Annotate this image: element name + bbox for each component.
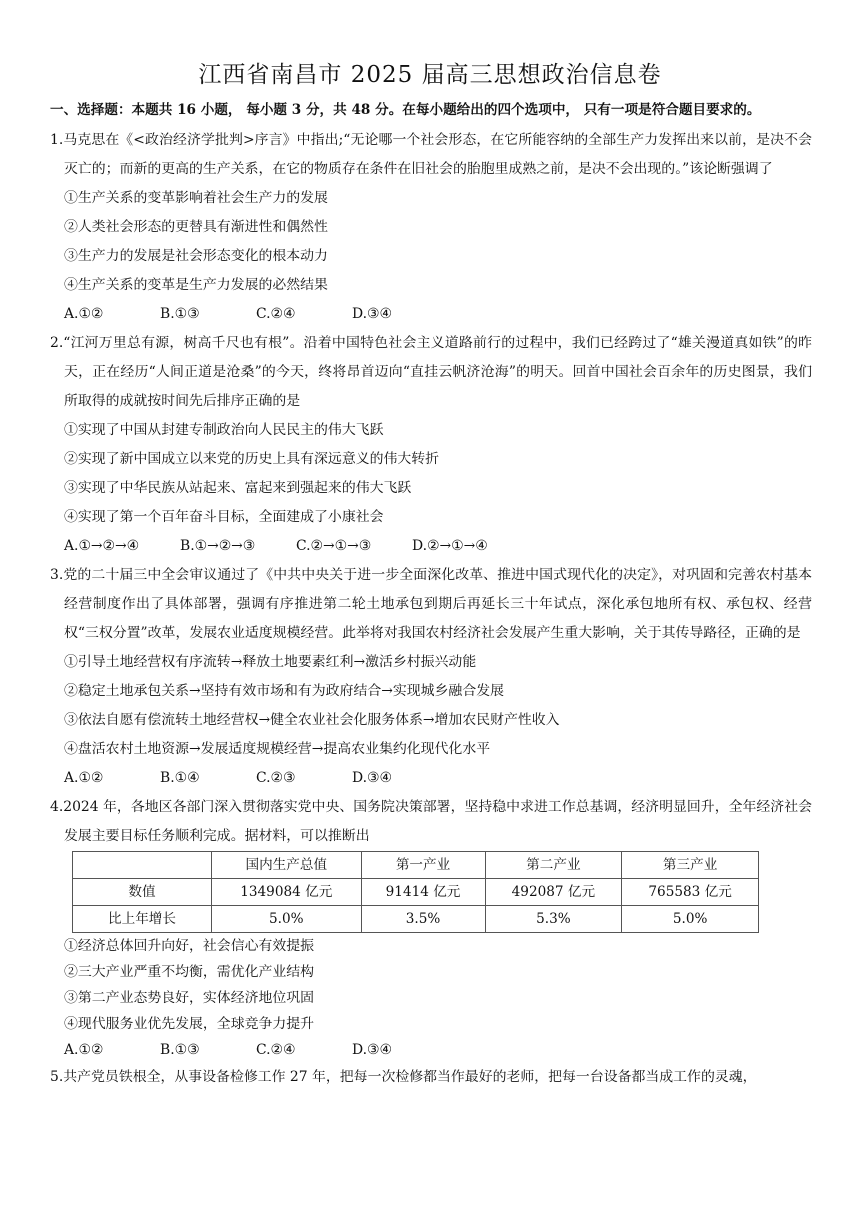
table-cell: 765583 亿元 bbox=[622, 879, 759, 906]
option-d: D.③④ bbox=[352, 1042, 392, 1058]
option-b: B.①④ bbox=[160, 770, 200, 786]
option-d: D.③④ bbox=[352, 770, 392, 786]
option-a: A.①② bbox=[64, 306, 104, 322]
table-cell: 91414 亿元 bbox=[361, 879, 485, 906]
statement-item: ③第二产业态势良好，实体经济地位巩固 bbox=[64, 990, 315, 1006]
statement-item: ①引导土地经营权有序流转→释放土地要素红利→激活乡村振兴动能 bbox=[64, 654, 477, 670]
option-c: C.②③ bbox=[256, 770, 296, 786]
statement-item: ②人类社会形态的更替具有渐进性和偶然性 bbox=[64, 219, 328, 235]
statement-item: ④现代服务业优先发展，全球竞争力提升 bbox=[64, 1016, 315, 1032]
question-stem: 5.共产党员铁根全，从事设备检修工作 27 年，把每一次检修都当作最好的老师，把每一台设备都当成工作的灵魂， bbox=[50, 1069, 757, 1085]
table-header-cell: 国内生产总值 bbox=[212, 852, 362, 879]
option-c: C.②④ bbox=[256, 306, 296, 322]
option-c: C.②→①→③ bbox=[296, 538, 372, 554]
answer-options bbox=[50, 1037, 812, 1063]
table-row bbox=[73, 906, 759, 933]
option-b: B.①③ bbox=[160, 1042, 200, 1058]
table-cell: 1349084 亿元 bbox=[212, 879, 362, 906]
option-b: B.①→②→③ bbox=[180, 538, 256, 554]
statement-item: ③实现了中华民族从站起来、富起来到强起来的伟大飞跃 bbox=[64, 480, 412, 496]
answer-options bbox=[50, 532, 812, 561]
table-header-cell: 第二产业 bbox=[485, 852, 622, 879]
option-d: D.②→①→④ bbox=[412, 538, 488, 554]
answer-options bbox=[50, 764, 812, 793]
table-header-row bbox=[73, 852, 759, 879]
question-4 bbox=[50, 793, 812, 1063]
option-a: A.①② bbox=[64, 1042, 104, 1058]
question-stem: 3.党的二十届三中全会审议通过了《中共中央关于进一步全面深化改革、推进中国式现代化的决定》，对巩固和完善农村基本经营制度作出了具体部署，强调有序推进第二轮土地承包到期后再延长三十年试点，深化承包地所有权、承包权、经营权“三权分置”改革，发展农业适度规模经营。此举将对我国农村经济社会发展产生重大影响，关于其传导路径，正确的是 bbox=[50, 567, 812, 641]
question-stem: 2.“江河万里总有源，树高千尺也有根”。沿着中国特色社会主义道路前行的过程中，我们已经跨过了“雄关漫道真如铁”的昨天，正在经历“人间正道是沧桑”的今天，终将昂首迈向“直挂云帆济沧海”的明天。回首中国社会百余年的历史图景，我们所取得的成就按时间先后排序正确的是 bbox=[50, 335, 812, 409]
statement-item: ④实现了第一个百年奋斗目标，全面建成了小康社会 bbox=[64, 509, 384, 525]
statement-item: ②三大产业严重不均衡，需优化产业结构 bbox=[64, 964, 315, 980]
table-header-cell bbox=[73, 852, 212, 879]
statement-item: ④盘活农村土地资源→发展适度规模经营→提高农业集约化现代化水平 bbox=[64, 741, 491, 757]
question-1 bbox=[50, 126, 812, 329]
option-b: B.①③ bbox=[160, 306, 200, 322]
table-header-cell: 第一产业 bbox=[361, 852, 485, 879]
question-list bbox=[50, 126, 812, 1092]
option-c: C.②④ bbox=[256, 1042, 296, 1058]
table-cell: 数值 bbox=[73, 879, 212, 906]
option-d: D.③④ bbox=[352, 306, 392, 322]
question-stem: 1.马克思在《<政治经济学批判>序言》中指出;“无论哪一个社会形态，在它所能容纳的全部生产力发挥出来以前，是决不会灭亡的；而新的更高的生产关系，在它的物质存在条件在旧社会的胎胞里成熟之前，是决不会出现的。”该论断强调了 bbox=[50, 132, 812, 177]
economic-data-table bbox=[72, 851, 759, 933]
question-5 bbox=[50, 1063, 812, 1092]
statement-item: ②实现了新中国成立以来党的历史上具有深远意义的伟大转折 bbox=[64, 451, 440, 467]
table-cell: 5.0% bbox=[212, 906, 362, 933]
page-title: 江西省南昌市 2025 届高三思想政治信息卷 bbox=[198, 62, 662, 88]
table-cell: 5.0% bbox=[622, 906, 759, 933]
section-heading: 一、选择题：本题共 16 小题， 每小题 3 分，共 48 分。在每小题给出的四个选项中， 只有一项是符合题目要求的。 bbox=[50, 102, 761, 118]
statement-item: ③依法自愿有偿流转土地经营权→健全农业社会化服务体系→增加农民财产性收入 bbox=[64, 712, 560, 728]
statement-item: ②稳定土地承包关系→坚持有效市场和有为政府结合→实现城乡融合发展 bbox=[64, 683, 505, 699]
statement-item: ④生产关系的变革是生产力发展的必然结果 bbox=[64, 277, 328, 293]
table-row bbox=[73, 879, 759, 906]
question-2 bbox=[50, 329, 812, 561]
statement-item: ①实现了中国从封建专制政治向人民民主的伟大飞跃 bbox=[64, 422, 384, 438]
table-cell: 比上年增长 bbox=[73, 906, 212, 933]
answer-options bbox=[50, 300, 812, 329]
statement-item: ③生产力的发展是社会形态变化的根本动力 bbox=[64, 248, 328, 264]
table-cell: 3.5% bbox=[361, 906, 485, 933]
question-3 bbox=[50, 561, 812, 793]
question-stem: 4.2024 年，各地区各部门深入贯彻落实党中央、国务院决策部署，坚持稳中求进工作总基调，经济明显回升，全年经济社会发展主要目标任务顺利完成。据材料，可以推断出 bbox=[50, 799, 812, 844]
table-cell: 5.3% bbox=[485, 906, 622, 933]
table-cell: 492087 亿元 bbox=[485, 879, 622, 906]
option-a: A.①→②→④ bbox=[64, 538, 140, 554]
table-header-cell: 第三产业 bbox=[622, 852, 759, 879]
statement-item: ①经济总体回升向好，社会信心有效提振 bbox=[64, 938, 315, 954]
option-a: A.①② bbox=[64, 770, 104, 786]
statement-item: ①生产关系的变革影响着社会生产力的发展 bbox=[64, 190, 328, 206]
